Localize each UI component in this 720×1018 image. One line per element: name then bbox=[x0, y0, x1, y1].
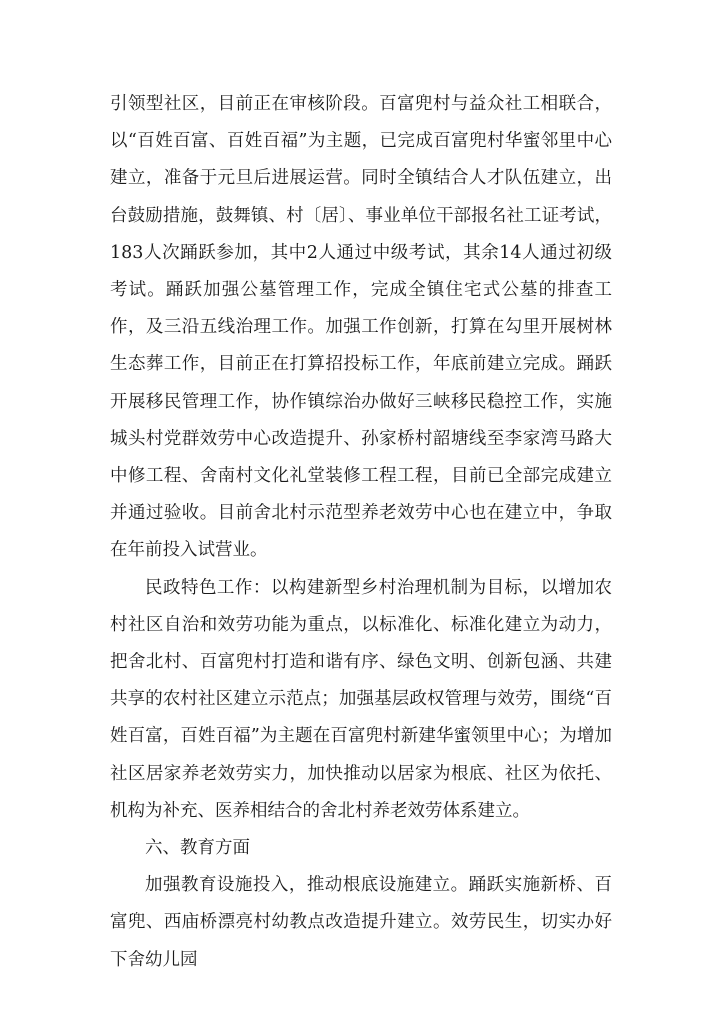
paragraph-education-facilities: 加强教育设施投入，推动根底设施建立。踊跃实施新桥、百富兜、西庙桥漂亮村幼教点改造提升建立。效劳民生，切实办好下舍幼儿园 bbox=[110, 875, 612, 970]
section-heading-education: 六、教育方面 bbox=[145, 838, 250, 859]
paragraph-civil-affairs-features: 民政特色工作：以构建新型乡村治理机制为目标，以增加农村社区自治和效劳功能为重点，以标准化、标准化建立为动力，把舍北村、百富兜村打造和谐有序、绿色文明、创新包涵、共建共享的农村社区建立示范点；加强基层政权管理与效劳，围绕“百姓百富，百姓百福”为主题在百富兜村新建华蜜领里中心；为增加社区居家养老效劳实力，加快推动以居家为根底、社区为依托、机构为补充、医养相结合的舍北村养老效劳体系建立。 bbox=[110, 577, 612, 821]
paragraph-community-work: 引领型社区，目前正在审核阶段。百富兜村与益众社工相联合，以“百姓百富、百姓百福”为主题，已完成百富兜村华蜜邻里中心建立，准备于元旦后进展运营。同时全镇结合人才队伍建立，出台鼓励措施，鼓舞镇、村〔居〕、事业单位干部报名社工证考试，183人次踊跃参加，其中2人通过中级考试，其余14人通过初级考试。踊跃加强公墓管理工作，完成全镇住宅式公墓的排查工作，及三沿五线治理工作。加强工作创新，打算在勾里开展树林生态葬工作，目前正在打算招投标工作，年底前建立完成。踊跃开展移民管理工作，协作镇综治办做好三峡移民稳控工作，实施城头村党群效劳中心改造提升、孙家桥村韶塘线至李家湾马路大中修工程、舍南村文化礼堂装修工程工程，目前已全部完成建立并通过验收。目前舍北村示范型养老效劳中心也在建立中，争取在年前投入试营业。 bbox=[110, 94, 612, 561]
document-body bbox=[110, 86, 612, 979]
